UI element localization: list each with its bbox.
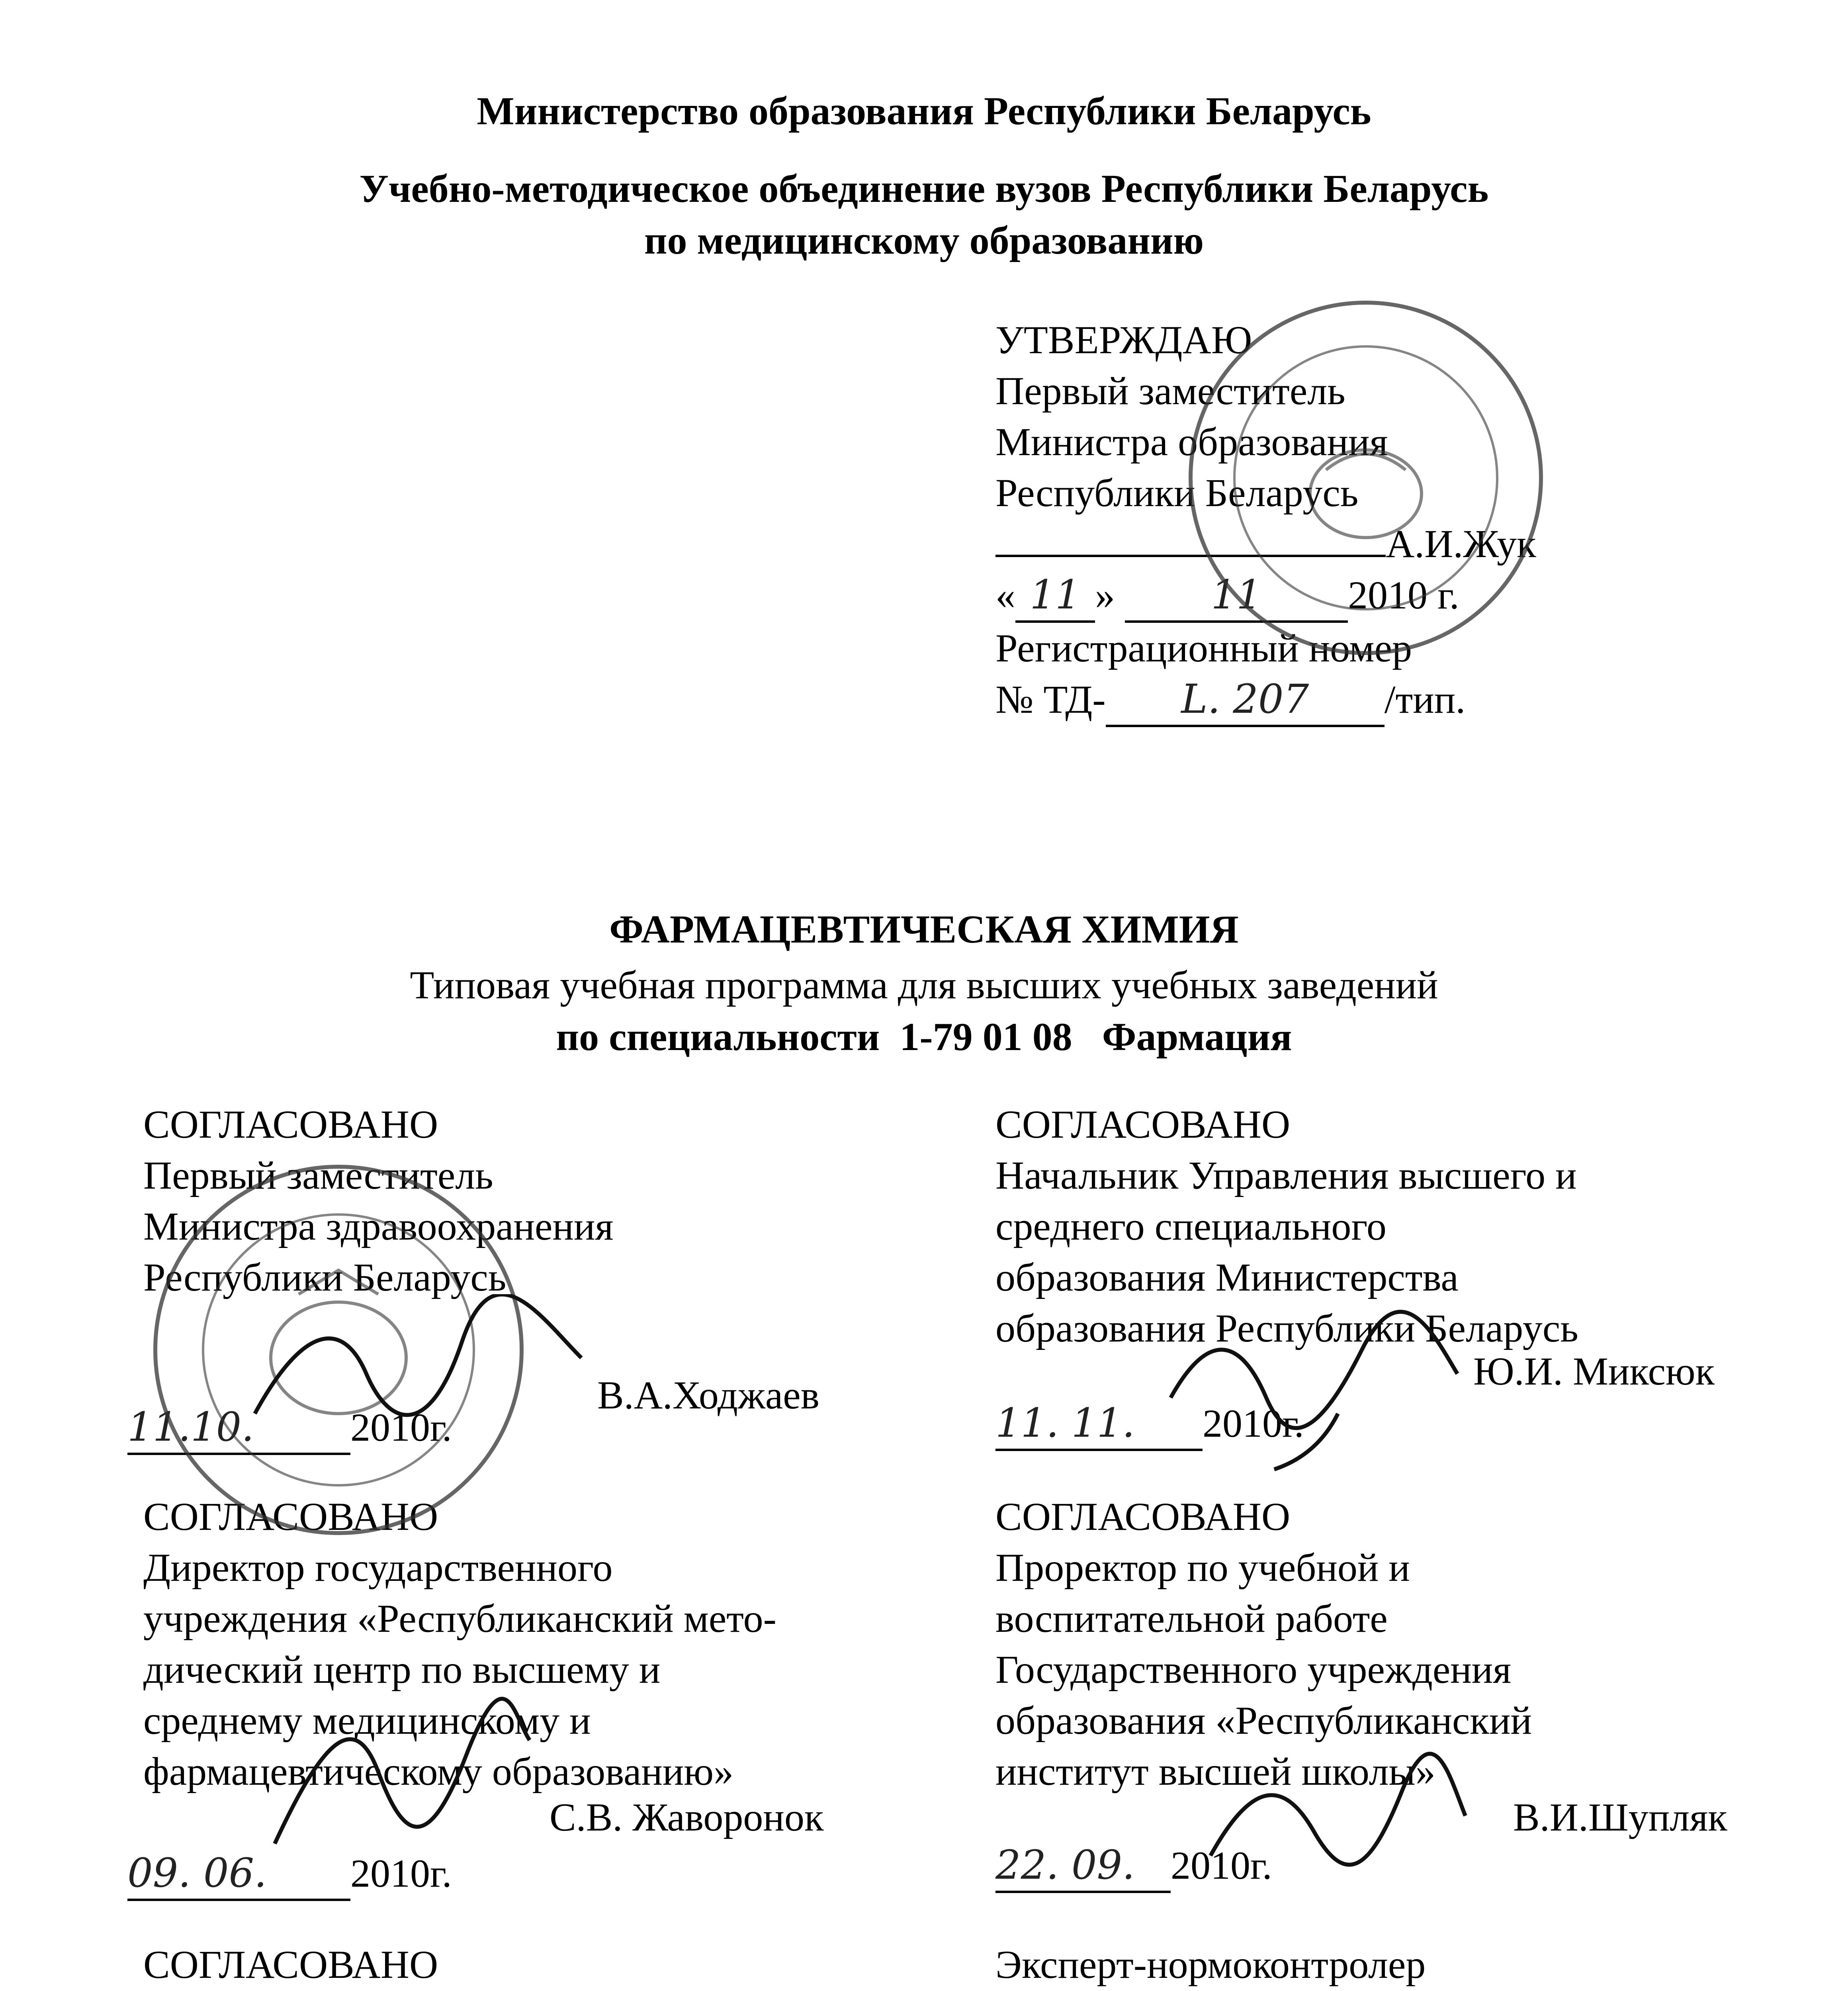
approval-date-month: 11 — [1125, 569, 1348, 623]
registration-number-row: № ТД- L. 207 /тип. — [995, 674, 1536, 727]
agreed-block-education-ministry: СОГЛАСОВАНО Начальник Управления высшего и среднего специального образования Министерства образования Республики Беларусь — [995, 1102, 1578, 1350]
agreed-title: СОГЛАСОВАНО — [143, 1102, 438, 1146]
agreed-block-health-ministry: СОГЛАСОВАНО Первый заместитель Министра здравоохранения Республики Беларусь — [143, 1099, 613, 1303]
agreed-signer-3: С.В. Жаворонок — [550, 1795, 824, 1839]
agreed-block-method-center: СОГЛАСОВАНО Директор государственного учреждения «Республиканский мето- дический центр по высшему и среднему медицинскому и фармацевтическому образованию» — [143, 1494, 776, 1793]
agreed-date-3: 09. 06. 2010г. — [127, 1848, 452, 1901]
registration-label: Регистрационный номер — [995, 626, 1412, 670]
document-title: ФАРМАЦЕВТИЧЕСКАЯ ХИМИЯ — [609, 907, 1239, 951]
umo-header-line1: Учебно-методическое объединение вузов Республики Беларусь — [359, 166, 1489, 211]
approval-line1: Первый заместитель — [995, 369, 1345, 413]
registration-number: L. 207 — [1106, 674, 1385, 727]
approval-block — [995, 315, 1536, 727]
approval-title: УТВЕРЖДАЮ — [995, 318, 1252, 362]
approval-date-year: 2010 г. — [1348, 573, 1459, 617]
approval-signature-row — [995, 518, 1536, 569]
agreed-signer-4: В.И.Шупляк — [1513, 1795, 1727, 1839]
agreed-date-4: 22. 09. 2010г. — [995, 1840, 1272, 1893]
agreed-block-higher-school-institute: СОГЛАСОВАНО Проректор по учебной и воспитательной работе Государственного учреждения образования «Республиканский институт высшей школы» — [995, 1494, 1532, 1793]
document-specialty: по специальности 1-79 01 08 Фармация — [556, 1015, 1292, 1059]
approval-line3: Республики Беларусь — [995, 471, 1359, 515]
approval-date-day: 11 — [1015, 569, 1095, 623]
approval-line2: Министра образования — [995, 420, 1388, 464]
approval-date: « 11 » 11 2010 г. — [995, 569, 1536, 623]
umo-header-line2: по медицинскому образованию — [644, 218, 1204, 262]
agreed-date-2: 11. 11. 2010г. — [995, 1398, 1304, 1451]
document-subtitle: Типовая учебная программа для высших учебных заведений — [410, 963, 1438, 1007]
ministry-header: Министерство образования Республики Беларусь — [477, 89, 1371, 133]
agreed-signer-1: В.А.Ходжаев — [597, 1373, 819, 1417]
agreed-date-1: 11.10. 2010г. — [127, 1402, 452, 1455]
approval-signer: А.И.Жук — [1386, 522, 1536, 566]
agreed-signer-2: Ю.И. Миксюк — [1473, 1349, 1715, 1393]
agreed-block-umo-chair: СОГЛАСОВАНО — [143, 1942, 438, 1987]
expert-title: Эксперт-нормоконтролер — [995, 1942, 1426, 1987]
